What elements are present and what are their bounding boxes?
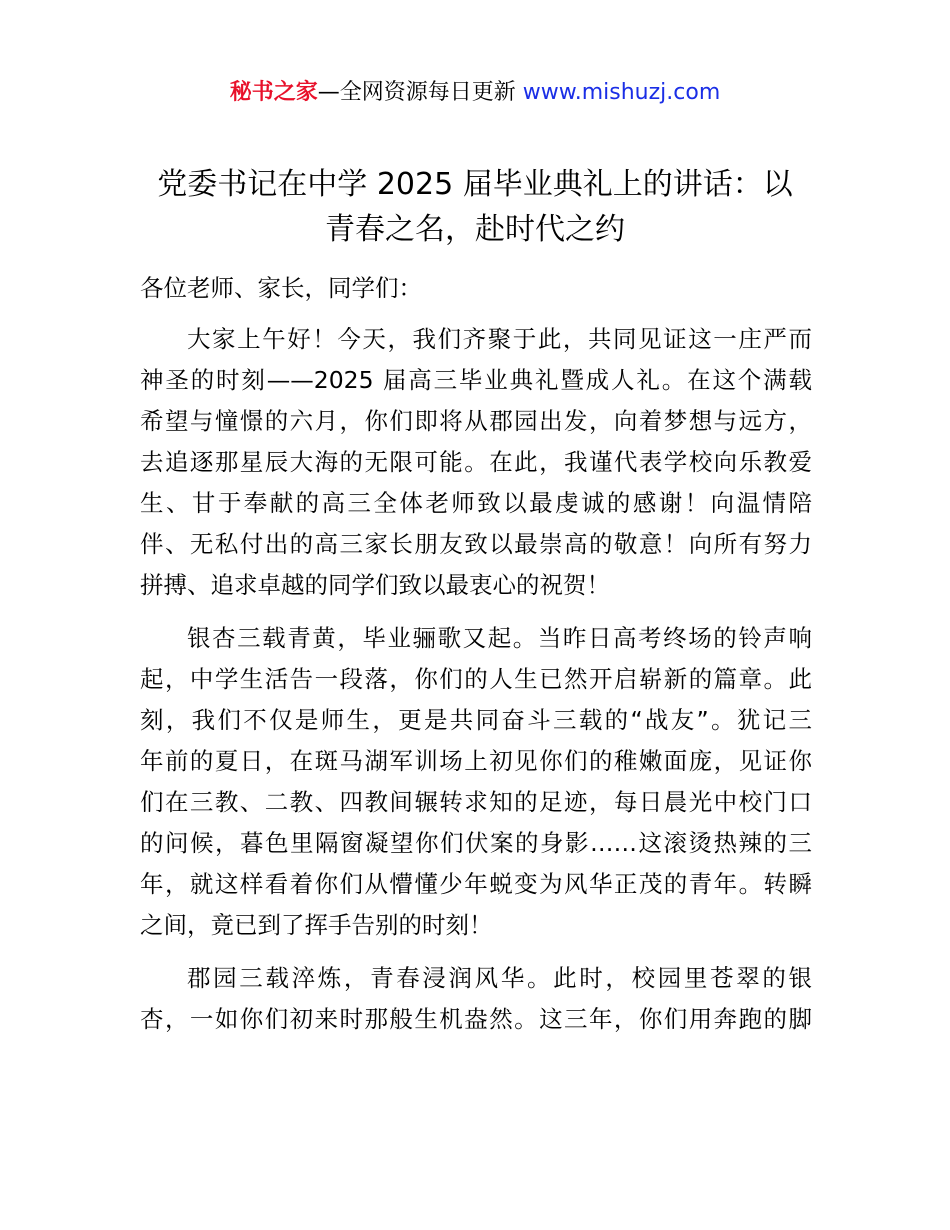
site-url-link[interactable]: www.mishuzj.com xyxy=(522,80,721,105)
paragraph-line: 起，中学生活告一段落，你们的人生已然开启崭新的篇章。此 xyxy=(140,665,812,693)
speech-body xyxy=(140,268,812,1052)
site-tagline: —全网资源每日更新 xyxy=(317,80,523,105)
paragraph-3 xyxy=(140,958,812,1040)
paragraph-line: 之间，竟已到了挥手告别的时刻！ xyxy=(140,911,493,939)
paragraph-2 xyxy=(140,618,812,946)
title-line: 党委书记在中学 2025 届毕业典礼上的讲话：以 xyxy=(157,167,793,202)
paragraph-line: 希望与憧憬的六月，你们即将从郡园出发，向着梦想与远方， xyxy=(140,407,812,435)
title-line: 青春之名，赴时代之约 xyxy=(325,212,625,247)
paragraph-line: 生、甘于奉献的高三全体老师致以最虔诚的感谢！向温情陪 xyxy=(140,489,812,517)
site-header xyxy=(0,76,950,110)
paragraph-line: 大家上午好！今天，我们齐聚于此，共同见证这一庄严而 xyxy=(187,325,812,353)
paragraph-line: 去追逐那星辰大海的无限可能。在此，我谨代表学校向乐教爱 xyxy=(140,448,812,476)
paragraph-line: 刻，我们不仅是师生，更是共同奋斗三载的“战友”。犹记三 xyxy=(140,706,812,734)
paragraph-1 xyxy=(140,319,812,606)
site-name: 秘书之家 xyxy=(229,80,318,105)
paragraph-line: 年前的夏日，在斑马湖军训场上初见你们的稚嫩面庞，见证你 xyxy=(140,747,812,775)
paragraph-line: 郡园三载淬炼，青春浸润风华。此时，校园里苍翠的银 xyxy=(187,964,812,992)
paragraph-line: 拼搏、追求卓越的同学们致以最衷心的祝贺！ xyxy=(140,571,610,599)
paragraph-line: 杏，一如你们初来时那般生机盎然。这三年，你们用奔跑的脚 xyxy=(140,1005,812,1033)
paragraph-line: 伴、无私付出的高三家长朋友致以最崇高的敬意！向所有努力 xyxy=(140,530,812,558)
speech-title xyxy=(120,162,830,252)
paragraph-line: 的问候，暮色里隔窗凝望你们伏案的身影……这滚烫热辣的三 xyxy=(140,829,812,857)
paragraph-line: 年，就这样看着你们从懵懂少年蜕变为风华正茂的青年。转瞬 xyxy=(140,870,812,898)
paragraph-line: 们在三教、二教、四教间辗转求知的足迹，每日晨光中校门口 xyxy=(140,788,812,816)
paragraph-line: 神圣的时刻——2025 届高三毕业典礼暨成人礼。在这个满载 xyxy=(140,366,812,394)
paragraph-line: 银杏三载青黄，毕业骊歌又起。当昨日高考终场的铃声响 xyxy=(187,624,812,652)
salutation: 各位老师、家长，同学们： xyxy=(140,274,422,302)
